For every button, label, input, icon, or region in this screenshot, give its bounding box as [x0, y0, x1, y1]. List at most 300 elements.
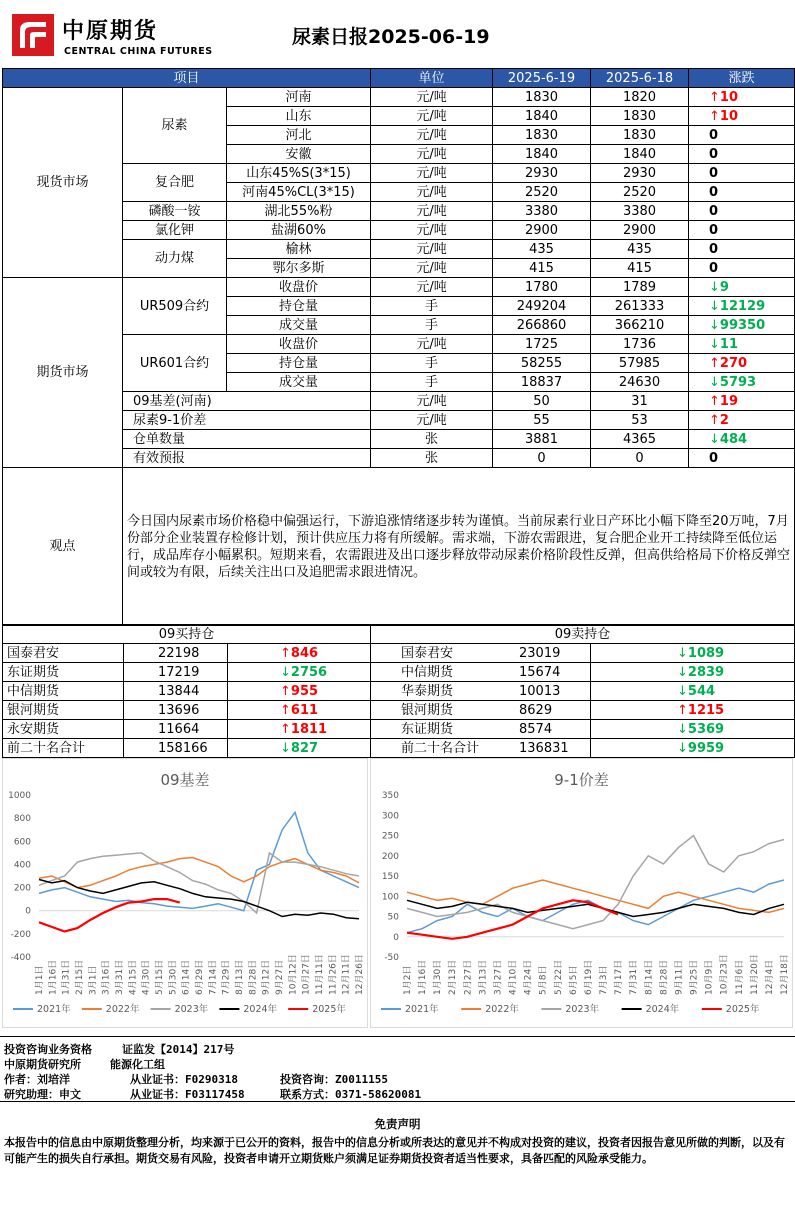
x-tick-label: 7月29日 [221, 959, 232, 995]
change-cell [689, 392, 795, 411]
spot-section-label: 现货市场 [3, 88, 123, 278]
x-tick-label: 7月3日 [599, 965, 610, 995]
viewpoint-row [3, 468, 795, 626]
x-tick-label: 12月11日 [341, 954, 352, 995]
legend-label: 2021年 [405, 1004, 439, 1015]
sell-change [591, 683, 715, 700]
viewpoint-label: 观点 [3, 468, 123, 626]
legend-label: 2023年 [565, 1004, 600, 1015]
metric-name: 成交量 [227, 373, 371, 392]
buy-broker: 前二十名合计 [3, 739, 124, 758]
value-today: 3881 [493, 430, 591, 449]
value-today: 1780 [493, 278, 591, 297]
x-tick-label: 5月30日 [168, 959, 179, 995]
legend-label: 2025年 [725, 1004, 760, 1015]
metric-name: 尿素9-1价差 [123, 411, 371, 430]
header-change: 涨跌 [689, 69, 795, 88]
author-name: 作者：刘培洋 [4, 1073, 70, 1086]
change-cell [689, 221, 795, 240]
arrow-up-icon: ↑ [280, 683, 291, 699]
table-header-row [3, 69, 795, 88]
sell-change [591, 702, 724, 719]
spec-name: 湖北55%粉 [227, 202, 371, 221]
positions-title-row [3, 625, 795, 644]
buy-broker: 东证期货 [3, 663, 124, 682]
y-tick-label: 200 [13, 883, 31, 894]
change-value: 9 [719, 279, 729, 295]
arrow-up-icon: ↑ [709, 355, 720, 371]
buy-volume: 13696 [124, 701, 228, 720]
x-tick-label: 7月14日 [208, 959, 219, 995]
legend-label: 2023年 [174, 1004, 209, 1015]
change-value: 955 [290, 683, 319, 699]
change-cell [689, 373, 795, 392]
y-tick-label: 0 [393, 932, 399, 943]
value-today: 1830 [493, 126, 591, 145]
change-value: 484 [719, 431, 748, 447]
metric-name: 持仓量 [227, 354, 371, 373]
arrow-up-icon: ↑ [709, 108, 720, 124]
x-tick-label: 6月14日 [181, 959, 192, 995]
unit-cell: 元/吨 [371, 126, 493, 145]
value-today: 2930 [493, 164, 591, 183]
sell-cell [591, 701, 795, 720]
unit-cell: 元/吨 [371, 392, 493, 411]
series-line [407, 836, 784, 929]
change-value: 1089 [687, 645, 725, 661]
change-value: 12129 [719, 298, 766, 314]
spec-name: 河南 [227, 88, 371, 107]
buy-positions-title: 09买持仓 [3, 625, 371, 644]
value-today: 2900 [493, 221, 591, 240]
position-row [3, 701, 795, 720]
x-tick-label: 9月27日 [275, 959, 285, 995]
x-tick-label: 11月26日 [328, 954, 339, 995]
x-tick-label: 4月24日 [523, 959, 534, 995]
x-tick-label: 5月22日 [553, 959, 564, 995]
value-prev: 1840 [591, 145, 689, 164]
author-info [0, 1036, 795, 1102]
arrow-down-icon: ↓ [709, 298, 720, 314]
y-tick-label: 350 [381, 791, 399, 801]
metric-name: 仓单数量 [123, 430, 371, 449]
arrow-down-icon: ↓ [709, 374, 720, 390]
position-row [3, 739, 795, 758]
spec-name: 鄂尔多斯 [227, 259, 371, 278]
y-tick-label: -50 [384, 953, 399, 963]
legend-label: 2021年 [37, 1004, 71, 1015]
value-today: 3380 [493, 202, 591, 221]
product-name: 尿素 [123, 88, 227, 164]
x-tick-label: 11月20日 [749, 954, 760, 995]
value-today: 55 [493, 411, 591, 430]
arrow-up-icon: ↑ [280, 721, 291, 737]
sell-positions-title: 09卖持仓 [371, 625, 795, 644]
change-value: 270 [719, 355, 748, 371]
x-tick-label: 3月27日 [493, 959, 504, 995]
value-today: 58255 [493, 354, 591, 373]
x-tick-label: 5月15日 [155, 959, 165, 995]
position-change [228, 682, 371, 701]
change-value: 2 [719, 412, 729, 428]
sell-broker: 国泰君安 23019 [371, 644, 591, 663]
x-tick-label: 8月14日 [644, 959, 655, 995]
unit-cell: 元/吨 [371, 240, 493, 259]
x-tick-label: 2月15日 [75, 959, 85, 995]
x-tick-label: 10月9日 [704, 959, 715, 995]
position-row [3, 663, 795, 682]
change-value: 10 [719, 108, 739, 124]
y-tick-label: 150 [381, 872, 399, 882]
disclaimer-body: 本报告中的信息由中原期货整理分析，均来源于已公开的资料，报告中的信息分析或所表达的意见并不构成对投资的建议，投资者因报告意见所做的判断，以及有可能产生的损失自行承担。期货交易有风险，投资者申请开立期货账户须满足证券期货投资者适当性要求，具备匹配的风险承受能力。 [4, 1136, 785, 1165]
series-line [39, 853, 359, 913]
change-value: 827 [290, 740, 319, 756]
product-name: 磷酸一铵 [123, 202, 227, 221]
header-date1: 2025-6-19 [493, 69, 591, 88]
sell-change [591, 740, 724, 757]
sell-volume: 8574 [519, 722, 553, 737]
spec-name: 安徽 [227, 145, 371, 164]
change-value: 0 [709, 165, 719, 181]
sell-cell [591, 739, 795, 758]
value-today: 435 [493, 240, 591, 259]
header-unit: 单位 [371, 69, 493, 88]
unit-cell: 张 [371, 430, 493, 449]
buy-broker: 银河期货 [3, 701, 124, 720]
metric-name: 持仓量 [227, 297, 371, 316]
arrow-down-icon: ↓ [709, 317, 720, 333]
change-cell [689, 202, 795, 221]
report-title: 尿素日报2025-06-19 [292, 26, 490, 48]
institute-name: 中原期货研究所 [4, 1058, 81, 1071]
change-value: 9959 [687, 740, 725, 756]
logo-english-name: CENTRAL CHINA FUTURES [64, 46, 213, 57]
value-prev: 53 [591, 411, 689, 430]
y-tick-label: 250 [381, 831, 399, 842]
logo-chinese-name: 中原期货 [62, 19, 159, 44]
market-data-table [2, 68, 795, 626]
value-prev: 1830 [591, 126, 689, 145]
position-row [3, 682, 795, 701]
change-value: 19 [719, 393, 739, 409]
product-name: 动力煤 [123, 240, 227, 278]
legend-label: 2022年 [105, 1004, 140, 1015]
spec-name: 山东 [227, 107, 371, 126]
chart-title: 9-1价差 [554, 771, 609, 789]
unit-cell: 元/吨 [371, 107, 493, 126]
spec-name: 榆林 [227, 240, 371, 259]
x-tick-label: 4月10日 [508, 959, 519, 995]
sell-cell [591, 644, 795, 663]
unit-cell: 手 [371, 316, 493, 335]
metric-name: 收盘价 [227, 335, 371, 354]
change-cell [689, 88, 795, 107]
value-today: 1725 [493, 335, 591, 354]
contract-name: UR601合约 [123, 335, 227, 392]
arrow-down-icon: ↓ [709, 336, 720, 352]
value-prev: 261333 [591, 297, 689, 316]
unit-cell: 元/吨 [371, 411, 493, 430]
change-value: 0 [709, 184, 719, 200]
y-tick-label: 0 [25, 906, 31, 917]
viewpoint-text: 今日国内尿素市场价格稳中偏强运行，下游追涨情绪逐步转为谨慎。当前尿素行业日产环比小幅下降至20万吨，7月份部分企业装置存检修计划，预计供应压力将有所缓解。需求端，下游农需跟进，复合肥企业开工持续降至低位运行，成品库存小幅累积。短期来看，农需跟进及出口逐步释放带动尿素价格阶段性反弹，但高供给格局下价格反弹空间或较为有限，后续关注出口及追肥需求跟进情况。 [123, 468, 795, 626]
x-tick-label: 11月6日 [734, 959, 745, 995]
buy-broker: 国泰君安 [3, 644, 124, 663]
product-name: 氯化钾 [123, 221, 227, 240]
sell-change [591, 645, 724, 662]
sell-volume: 136831 [519, 741, 569, 756]
change-value: 1811 [290, 721, 328, 737]
header-date2: 2025-6-18 [591, 69, 689, 88]
position-row [3, 644, 795, 663]
change-cell [689, 126, 795, 145]
arrow-up-icon: ↑ [280, 645, 291, 661]
sell-broker: 前二十名合计 136831 [371, 739, 591, 758]
x-tick-label: 1月1日 [35, 965, 45, 995]
arrow-up-icon: ↑ [709, 412, 720, 428]
change-value: 11 [719, 336, 739, 352]
value-today: 2520 [493, 183, 591, 202]
position-change [228, 720, 371, 739]
x-tick-label: 1月30日 [433, 959, 444, 995]
buy-volume: 11664 [124, 720, 228, 739]
unit-cell: 元/吨 [371, 278, 493, 297]
value-prev: 366210 [591, 316, 689, 335]
buy-broker: 永安期货 [3, 720, 124, 739]
change-value: 0 [709, 241, 719, 257]
sell-cell [591, 663, 795, 682]
x-tick-label: 10月23日 [719, 954, 730, 995]
metric-name: 有效预报 [123, 449, 371, 468]
position-change [228, 644, 371, 663]
value-today: 0 [493, 449, 591, 468]
change-value: 2756 [290, 664, 328, 680]
position-change [228, 701, 371, 720]
spec-name: 河南45%CL(3*15) [227, 183, 371, 202]
unit-cell: 元/吨 [371, 183, 493, 202]
x-tick-label: 3月16日 [101, 959, 112, 995]
unit-cell: 元/吨 [371, 164, 493, 183]
sell-volume: 8629 [519, 703, 553, 718]
change-cell [689, 259, 795, 278]
x-tick-label: 12月26日 [355, 954, 365, 995]
x-tick-label: 1月16日 [48, 959, 59, 995]
value-today: 1840 [493, 145, 591, 164]
x-tick-label: 8月13日 [235, 959, 245, 995]
spot-row [3, 88, 795, 107]
change-cell [689, 145, 795, 164]
value-prev: 1736 [591, 335, 689, 354]
sell-cell [591, 720, 795, 739]
team-name: 能源化工组 [110, 1058, 165, 1071]
y-tick-label: 300 [381, 811, 399, 822]
sell-change [591, 721, 724, 738]
change-value: 5369 [687, 721, 725, 737]
contact-phone: 联系方式：0371-58620081 [280, 1088, 422, 1101]
value-today: 266860 [493, 316, 591, 335]
y-tick-label: 800 [13, 814, 31, 825]
value-prev: 2900 [591, 221, 689, 240]
value-today: 1840 [493, 107, 591, 126]
disclaimer [0, 1116, 795, 1167]
spec-name: 河北 [227, 126, 371, 145]
author-consulting-id: 投资咨询：Z0011155 [280, 1073, 388, 1086]
change-value: 0 [709, 450, 719, 466]
x-tick-label: 10月12日 [288, 954, 299, 995]
sell-broker: 华泰期货 10013 [371, 682, 591, 701]
value-prev: 57985 [591, 354, 689, 373]
license-number: 证监发【2014】217号 [122, 1043, 235, 1056]
x-tick-label: 1月16日 [418, 959, 429, 995]
x-tick-label: 12月4日 [764, 959, 775, 995]
unit-cell: 手 [371, 373, 493, 392]
change-value: 1215 [687, 702, 725, 718]
value-prev: 24630 [591, 373, 689, 392]
arrow-down-icon: ↓ [677, 664, 688, 680]
basis-chart [2, 758, 368, 1028]
change-cell [689, 164, 795, 183]
arrow-up-icon: ↑ [677, 702, 688, 718]
chart-title: 09基差 [160, 771, 210, 789]
buy-volume: 158166 [124, 739, 228, 758]
sell-change [591, 664, 724, 681]
x-tick-label: 5月8日 [538, 965, 549, 995]
unit-cell: 元/吨 [371, 259, 493, 278]
value-today: 50 [493, 392, 591, 411]
change-value: 611 [290, 702, 319, 718]
change-value: 99350 [719, 317, 766, 333]
change-value: 2839 [687, 664, 725, 680]
x-tick-label: 2月13日 [448, 959, 459, 995]
sell-broker: 银河期货 8629 [371, 701, 591, 720]
disclaimer-title: 免责声明 [374, 1117, 421, 1131]
change-cell [689, 430, 795, 449]
y-tick-label: 400 [13, 860, 31, 871]
legend-label: 2025年 [312, 1004, 346, 1015]
change-value: 0 [709, 260, 719, 276]
legend-label: 2024年 [645, 1004, 680, 1015]
change-cell [689, 240, 795, 259]
x-tick-label: 6月5日 [568, 965, 579, 995]
value-today: 415 [493, 259, 591, 278]
y-tick-label: 100 [381, 892, 399, 903]
unit-cell: 元/吨 [371, 221, 493, 240]
x-tick-label: 4月15日 [128, 959, 139, 995]
value-prev: 435 [591, 240, 689, 259]
sell-cell [591, 682, 795, 701]
value-prev: 31 [591, 392, 689, 411]
x-tick-label: 1月31日 [61, 959, 72, 995]
change-value: 846 [290, 645, 319, 661]
unit-cell: 元/吨 [371, 88, 493, 107]
value-prev: 415 [591, 259, 689, 278]
arrow-down-icon: ↓ [677, 721, 688, 737]
x-tick-label: 7月31日 [629, 959, 640, 995]
sell-volume: 15674 [519, 665, 561, 680]
value-prev: 0 [591, 449, 689, 468]
unit-cell: 元/吨 [371, 335, 493, 354]
change-cell [689, 449, 795, 468]
change-cell [689, 411, 795, 430]
spread-chart [370, 758, 793, 1028]
change-value: 544 [687, 683, 716, 699]
unit-cell: 元/吨 [371, 202, 493, 221]
arrow-down-icon: ↓ [709, 279, 720, 295]
x-tick-label: 7月17日 [614, 959, 625, 995]
x-tick-label: 3月13日 [478, 959, 489, 995]
spec-name: 山东45%S(3*15) [227, 164, 371, 183]
x-tick-label: 8月28日 [659, 959, 670, 995]
assistant-name: 研究助理：申文 [4, 1088, 81, 1101]
x-tick-label: 2月27日 [463, 959, 474, 995]
value-today: 1830 [493, 88, 591, 107]
futures-section-label: 期货市场 [3, 278, 123, 468]
change-cell [689, 354, 795, 373]
change-cell [689, 297, 795, 316]
qualification-label: 投资咨询业务资格 [4, 1043, 92, 1056]
contract-name: UR509合约 [123, 278, 227, 335]
basis-chart-svg [3, 759, 367, 1027]
change-value: 0 [709, 203, 719, 219]
author-certificate: 从业证书：F0290318 [130, 1073, 238, 1086]
x-tick-label: 3月31日 [115, 959, 125, 995]
value-today: 18837 [493, 373, 591, 392]
arrow-up-icon: ↑ [709, 89, 720, 105]
arrow-up-icon: ↑ [280, 702, 291, 718]
unit-cell: 手 [371, 297, 493, 316]
arrow-down-icon: ↓ [677, 645, 688, 661]
report-header [0, 0, 795, 68]
position-change [228, 663, 371, 682]
y-tick-label: 1000 [8, 791, 31, 801]
metric-name: 收盘价 [227, 278, 371, 297]
legend-label: 2024年 [243, 1004, 278, 1015]
arrow-down-icon: ↓ [280, 664, 291, 680]
arrow-down-icon: ↓ [709, 431, 720, 447]
change-cell [689, 278, 795, 297]
sell-volume: 10013 [519, 684, 561, 699]
series-line [407, 900, 784, 916]
value-prev: 4365 [591, 430, 689, 449]
buy-volume: 17219 [124, 663, 228, 682]
change-value: 10 [719, 89, 739, 105]
position-row [3, 720, 795, 739]
unit-cell: 元/吨 [371, 145, 493, 164]
change-value: 5793 [719, 374, 757, 390]
sell-broker: 东证期货 8574 [371, 720, 591, 739]
buy-volume: 22198 [124, 644, 228, 663]
metric-name: 成交量 [227, 316, 371, 335]
value-prev: 2520 [591, 183, 689, 202]
x-tick-label: 9月11日 [674, 959, 685, 995]
header-item: 项目 [3, 69, 371, 88]
y-tick-label: 200 [381, 851, 399, 862]
buy-broker: 中信期货 [3, 682, 124, 701]
change-cell [689, 316, 795, 335]
change-cell [689, 107, 795, 126]
x-tick-label: 3月1日 [88, 965, 99, 995]
x-tick-label: 9月12日 [261, 959, 272, 995]
value-prev: 1820 [591, 88, 689, 107]
positions-table [2, 624, 795, 758]
position-change [228, 739, 371, 758]
y-tick-label: 600 [13, 837, 31, 848]
assistant-certificate: 从业证书：F03117458 [130, 1088, 245, 1101]
x-tick-label: 4月30日 [141, 959, 152, 995]
product-name: 复合肥 [123, 164, 227, 202]
arrow-up-icon: ↑ [709, 393, 720, 409]
y-tick-label: -200 [10, 929, 31, 940]
